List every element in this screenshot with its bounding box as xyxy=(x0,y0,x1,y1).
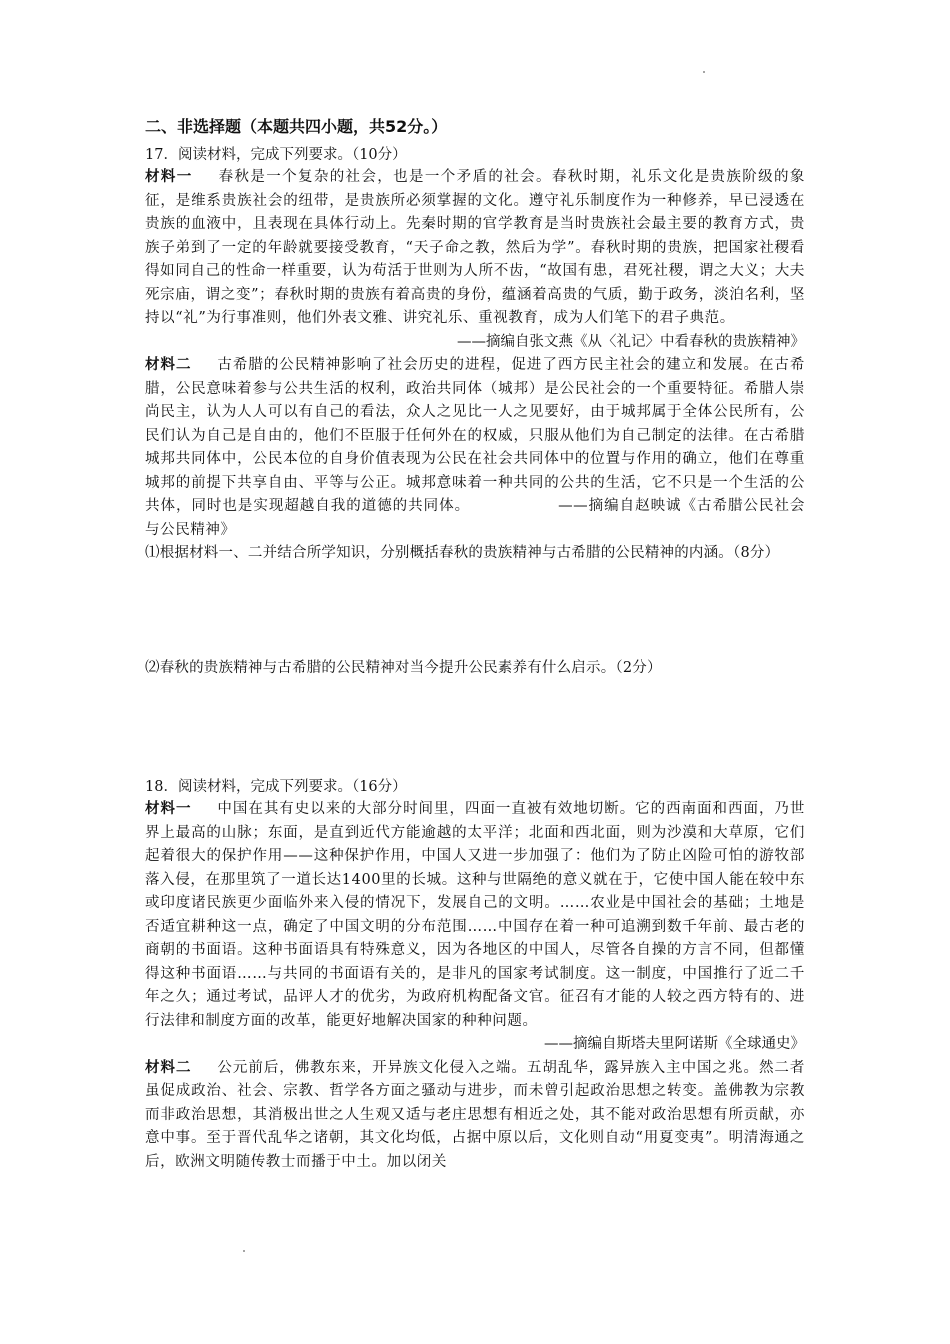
q17-sub-question-2: ⑵春秋的贵族精神与古希腊的公民精神对当今提升公民素养有什么启示。（2分） xyxy=(145,659,662,676)
question-17 xyxy=(145,144,805,776)
scan-dot xyxy=(243,1250,245,1252)
q17-sub-question-1: ⑴根据材料一、二并结合所学知识，分别概括春秋的贵族精神与古希腊的公民精神的内涵。（8分） xyxy=(145,545,780,561)
question-18 xyxy=(145,776,805,1174)
q18-material-1 xyxy=(145,798,805,1033)
q18-material-2-label: 材料二 xyxy=(145,1059,192,1076)
q17-material-1 xyxy=(145,166,805,331)
q17-material-1-source: ——摘编自张文燕《从〈礼记〉中看春秋的贵族精神》 xyxy=(457,333,805,350)
q18-material-1-source: ——摘编自斯塔夫里阿诺斯《全球通史》 xyxy=(544,1036,805,1052)
q17-material-2-source: ——摘编自赵映诚《古希腊公民社会与公民精神》 xyxy=(145,498,805,538)
q18-material-2 xyxy=(145,1057,805,1175)
q18-material-2-text: 公元前后，佛教东来，开异族文化侵入之端。五胡乱华，露异族入主中国之兆。然二者虽促成政治、社会、宗教、哲学各方面之骚动与进步，而未曾引起政治思想之转变。盖佛教为宗教而非政治思想，其消极出世之人生观又适与老庄思想有相近之处，其不能对政治思想有所贡献，亦意中事。至于晋代乱华之诸朝，其文化均低，占据中原以后，文化则自动“用夏变夷”。明清海通之后，欧洲文明随传教士而播于中土。加以闭关 xyxy=(145,1059,805,1170)
q18-material-1-label: 材料一 xyxy=(145,801,192,817)
answer-space xyxy=(145,680,805,776)
section-title: 二、非选择题（本题共四小题，共52分。） xyxy=(145,117,448,136)
answer-space xyxy=(145,566,805,657)
q17-header: 17．阅读材料，完成下列要求。（10分） xyxy=(145,147,407,163)
q17-material-2 xyxy=(145,354,805,542)
page-content xyxy=(145,116,805,1174)
q18-material-1-text: 中国在其有史以来的大部分时间里，四面一直被有效地切断。它的西南面和西面，乃世界上最高的山脉；东面，是直到近代方能逾越的太平洋；北面和西北面，则为沙漠和大草原，它们起着很大的保护作用——这种保护作用，中国人又进一步加强了：他们为了防止凶险可怕的游牧部落入侵，在那里筑了一道长达1400里的长城。这种与世隔绝的意义就在于，它使中国人能在较中东或印度诸民族更少面临外来入侵的情况下，发展自己的文明。……农业是中国社会的基础；土地是否适宜耕种这一点，确定了中国文明的分布范围……中国存在着一种可追溯到数千年前、最古老的商朝的书面语。这种书面语具有特殊意义，因为各地区的中国人，尽管各自操的方言不同，但都懂得这种书面语……与共同的书面语有关的，是非凡的国家考试制度。这一制度，中国推行了近二千年之久；通过考试，品评人才的优劣，为政府机构配备文官。征召有才能的人较之西方特有的、进行法律和制度方面的改革，能更好地解决国家的种种问题。 xyxy=(145,801,805,1029)
q17-material-2-text: 古希腊的公民精神影响了社会历史的进程，促进了西方民主社会的建立和发展。在古希腊，公民意味着参与公共生活的权利，政治共同体（城邦）是公民社会的一个重要特征。希腊人崇尚民主，认为人人可以有自己的看法，众人之见比一人之见要好，由于城邦属于全体公民所有，公民们认为自己是自由的，他们不臣服于任何外在的权威，只服从他们为自己制定的法律。在古希腊城邦共同体中，公民本位的自身价值表现为公民在社会共同体中的位置与作用的确立，他们在尊重城邦的前提下共享自由、平等与公正。城邦意味着一种共同的公共的生活，它不只是一个生活的公共体，同时也是实现超越自我的道德的共同体。 xyxy=(145,357,805,514)
scan-dot xyxy=(703,71,705,73)
q17-material-1-text: 春秋是一个复杂的社会，也是一个矛盾的社会。春秋时期，礼乐文化是贵族阶级的象征，是维系贵族社会的纽带，是贵族所必须掌握的文化。遵守礼乐制度作为一种修养，早已浸透在贵族的血液中，且表现在具体行动上。先秦时期的官学教育是当时贵族社会最主要的教育方式，贵族子弟到了一定的年龄就要接受教育，“天子命之教，然后为学”。春秋时期的贵族，把国家社稷看得如同自己的性命一样重要，认为苟活于世则为人所不齿，“故国有患，君死社稷，谓之大义；大夫死宗庙，谓之变”；春秋时期的贵族有着高贵的身份，蕴涵着高贵的气质，勤于政务，淡泊名利，坚持以“礼”为行事准则，他们外表文雅、讲究礼乐、重视教育，成为人们笔下的君子典范。 xyxy=(145,169,805,326)
q17-material-2-label: 材料二 xyxy=(145,357,192,373)
q18-header: 18．阅读材料，完成下列要求。（16分） xyxy=(145,779,407,795)
q17-material-1-label: 材料一 xyxy=(145,169,193,185)
